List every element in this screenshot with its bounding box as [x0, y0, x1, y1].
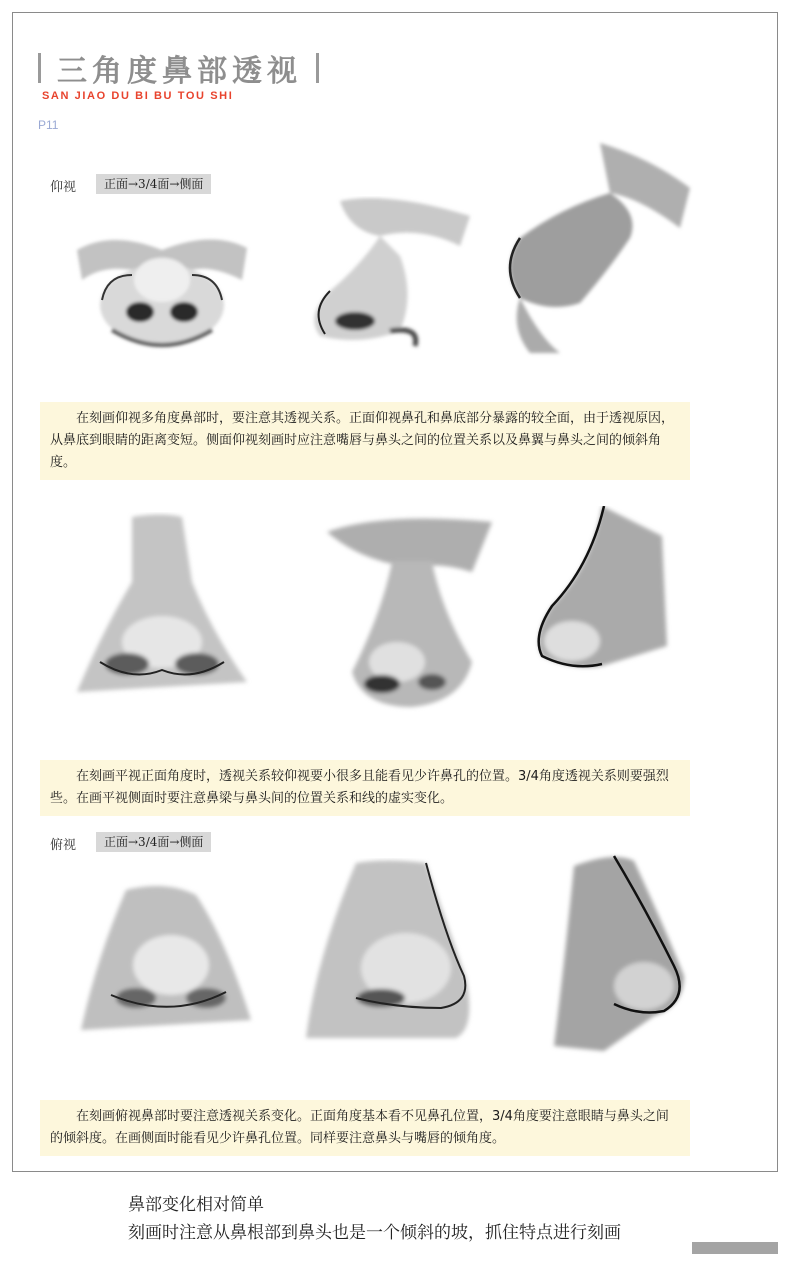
footer-line-1: 鼻部变化相对简单	[128, 1195, 264, 1215]
footer-gray-bar	[692, 1242, 778, 1254]
title-pinyin: SAN JIAO DU BI BU TOU SHI	[42, 90, 234, 102]
nose-sketch-level-front	[72, 512, 252, 712]
title-bar-left	[38, 53, 41, 83]
caption-level: 在刻画平视正面角度时，透视关系较仰视要小很多且能看见少许鼻孔的位置。3/4角度透视关系则要强烈些。在画平视侧面时要注意鼻梁与鼻头间的位置关系和线的虚实变化。	[40, 760, 690, 816]
nose-sketch-level-3-4	[322, 512, 502, 712]
page-title: 三角度鼻部透视	[57, 54, 302, 89]
section-label-downward: 俯视	[50, 838, 77, 853]
section-tag-upward: 正面→3/4面→侧面	[96, 174, 211, 194]
section-tag-downward: 正面→3/4面→侧面	[96, 832, 211, 852]
footer-line-2: 刻画时注意从鼻根部到鼻头也是一个倾斜的坡，抓住特点进行刻画	[128, 1223, 621, 1243]
nose-sketch-upward-side	[500, 138, 700, 358]
caption-downward: 在刻画俯视鼻部时要注意透视关系变化。正面角度基本看不见鼻孔位置，3/4角度要注意眼睛与鼻头之间的倾斜度。在画侧面时能看见少许鼻孔位置。同样要注意鼻头与嘴唇的倾角度。	[40, 1100, 690, 1156]
nose-sketch-downward-3-4	[296, 858, 486, 1048]
nose-sketch-downward-side	[544, 846, 694, 1056]
page-number: P11	[38, 118, 59, 132]
page-title-block	[38, 48, 319, 88]
nose-sketch-level-side	[532, 506, 672, 706]
title-bar-right	[316, 53, 319, 83]
caption-upward: 在刻画仰视多角度鼻部时，要注意其透视关系。正面仰视鼻孔和鼻底部分暴露的较全面，由于透视原因，从鼻底到眼睛的距离变短。侧面仰视刻画时应注意嘴唇与鼻头之间的位置关系以及鼻翼与鼻头之间的倾斜角度。	[40, 402, 690, 480]
section-label-upward: 仰视	[50, 180, 77, 195]
nose-sketch-downward-front	[76, 880, 256, 1040]
nose-sketch-upward-front	[72, 220, 252, 370]
nose-sketch-upward-3-4	[300, 196, 480, 366]
